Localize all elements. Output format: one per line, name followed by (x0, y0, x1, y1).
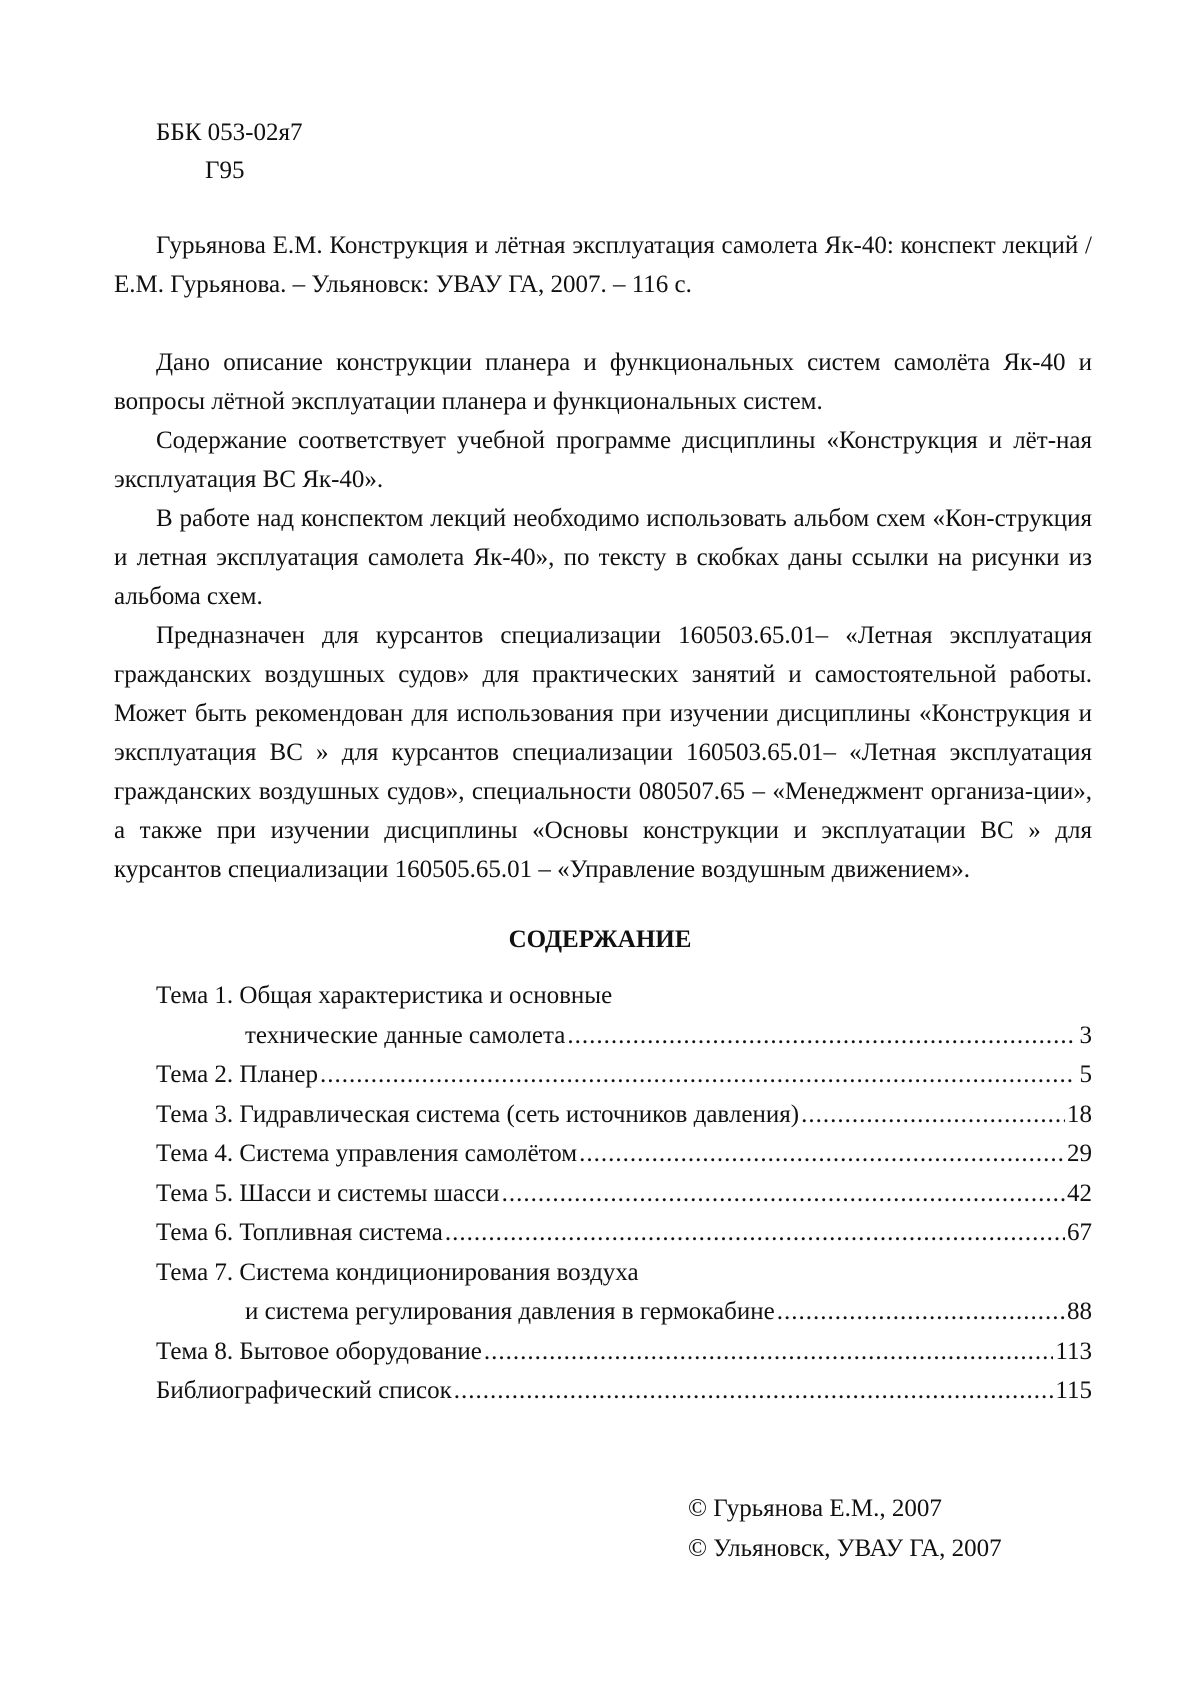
dot-leader (579, 1134, 1065, 1174)
annotation-paragraph: В работе над конспектом лекций необходимо использовать альбом схем «Кон-струкция и летная эксплуатация самолета Як-40», по тексту в скобках даны ссылки на рисунки из альбома схем. (114, 505, 1092, 610)
dot-leader (484, 1332, 1054, 1372)
bibliographic-reference: Гурьянова Е.М. Конструкция и лётная эксплуатация самолета Як-40: конспект лекций / Е.М. Гурьянова. – Ульяновск: УВАУ ГА, 2007. – 116 с. (114, 232, 1092, 298)
toc-entry-title: Тема 5. Шасси и системы шасси (156, 1179, 500, 1207)
toc-page-number: 113 (1055, 1337, 1092, 1365)
toc-entry[interactable] (156, 1332, 1092, 1372)
toc-entry-title: Тема 1. Общая характеристика и основные (156, 982, 613, 1009)
toc-page-number: 29 (1067, 1140, 1092, 1167)
dot-leader (320, 1055, 1074, 1095)
toc-entry[interactable] (156, 1174, 1092, 1214)
toc-entry[interactable] (156, 1213, 1092, 1253)
toc-entry[interactable] (156, 1055, 1092, 1095)
toc-entry[interactable] (156, 1016, 1092, 1056)
toc-entry-title-continued: технические данные самолета (245, 1021, 566, 1049)
bbk-code: ББК 053-02я7 (156, 119, 303, 146)
copyright-block (688, 1489, 1002, 1569)
toc-entry-title-continued: и система регулирования давления в гермокабине (245, 1298, 775, 1325)
copyright-line: © Гурьянова Е.М., 2007 (688, 1495, 942, 1522)
bbk-block (156, 114, 302, 190)
dot-leader (777, 1292, 1065, 1332)
author-sign: Г95 (205, 157, 245, 184)
toc-page-number: 3 (1079, 1021, 1092, 1049)
toc-entry-title: Тема 2. Планер (156, 1061, 319, 1088)
toc-heading: СОДЕРЖАНИЕ (508, 926, 692, 953)
dot-leader (502, 1174, 1065, 1214)
dot-leader (801, 1095, 1065, 1135)
table-of-contents (156, 976, 1092, 1411)
toc-entry[interactable] (156, 1095, 1092, 1135)
toc-entry-line (156, 1253, 1092, 1293)
dot-leader (567, 1016, 1074, 1056)
annotation-paragraph: Дано описание конструкции планера и функциональных систем самолёта Як-40 и вопросы лётной эксплуатации планера и функциональных систем. (114, 349, 1092, 415)
toc-page-number: 5 (1079, 1061, 1092, 1088)
toc-page-number: 18 (1067, 1100, 1092, 1128)
toc-entry-title: Тема 4. Система управления самолётом (156, 1140, 578, 1167)
toc-page-number: 67 (1067, 1219, 1092, 1246)
toc-page-number: 88 (1067, 1298, 1092, 1325)
toc-entry-title: Тема 7. Система кондиционирования воздуха (156, 1258, 639, 1286)
toc-entry-line (156, 976, 1092, 1016)
toc-page-number: 42 (1067, 1179, 1092, 1207)
toc-entry-title: Тема 6. Топливная система (156, 1219, 443, 1246)
annotation-paragraph: Предназначен для курсантов специализации 160503.65.01– «Летная эксплуатация гражданских воздушных судов» для практических занятий и самостоятельной работы. Может быть рекомендован для использования при изучении дисциплины «Конструкция и эксплуатация ВС » для курсантов специализации 160503.65.01– «Летная эксплуатация гражданских воздушных судов», специальности 080507.65 – «Менеджмент организа-ции», а также при изучении дисциплины «Основы конструкции и эксплуатации ВС » для курсантов специализации 160505.65.01 – «Управление воздушным движением». (114, 622, 1092, 883)
toc-entry-title: Библиографический список (156, 1377, 452, 1404)
toc-entry[interactable] (156, 1292, 1092, 1332)
dot-leader (445, 1213, 1065, 1253)
toc-entry-title: Тема 8. Бытовое оборудование (156, 1337, 482, 1365)
copyright-line: © Ульяновск, УВАУ ГА, 2007 (688, 1535, 1002, 1562)
annotation-paragraph: Содержание соответствует учебной программе дисциплины «Конструкция и лёт-ная эксплуатация ВС Як-40». (114, 427, 1092, 493)
toc-entry[interactable] (156, 1371, 1092, 1411)
annotation (114, 343, 1092, 889)
toc-entry-title: Тема 3. Гидравлическая система (сеть источников давления) (156, 1100, 800, 1128)
dot-leader (454, 1371, 1054, 1411)
toc-entry[interactable] (156, 1134, 1092, 1174)
toc-page-number: 115 (1055, 1377, 1092, 1404)
